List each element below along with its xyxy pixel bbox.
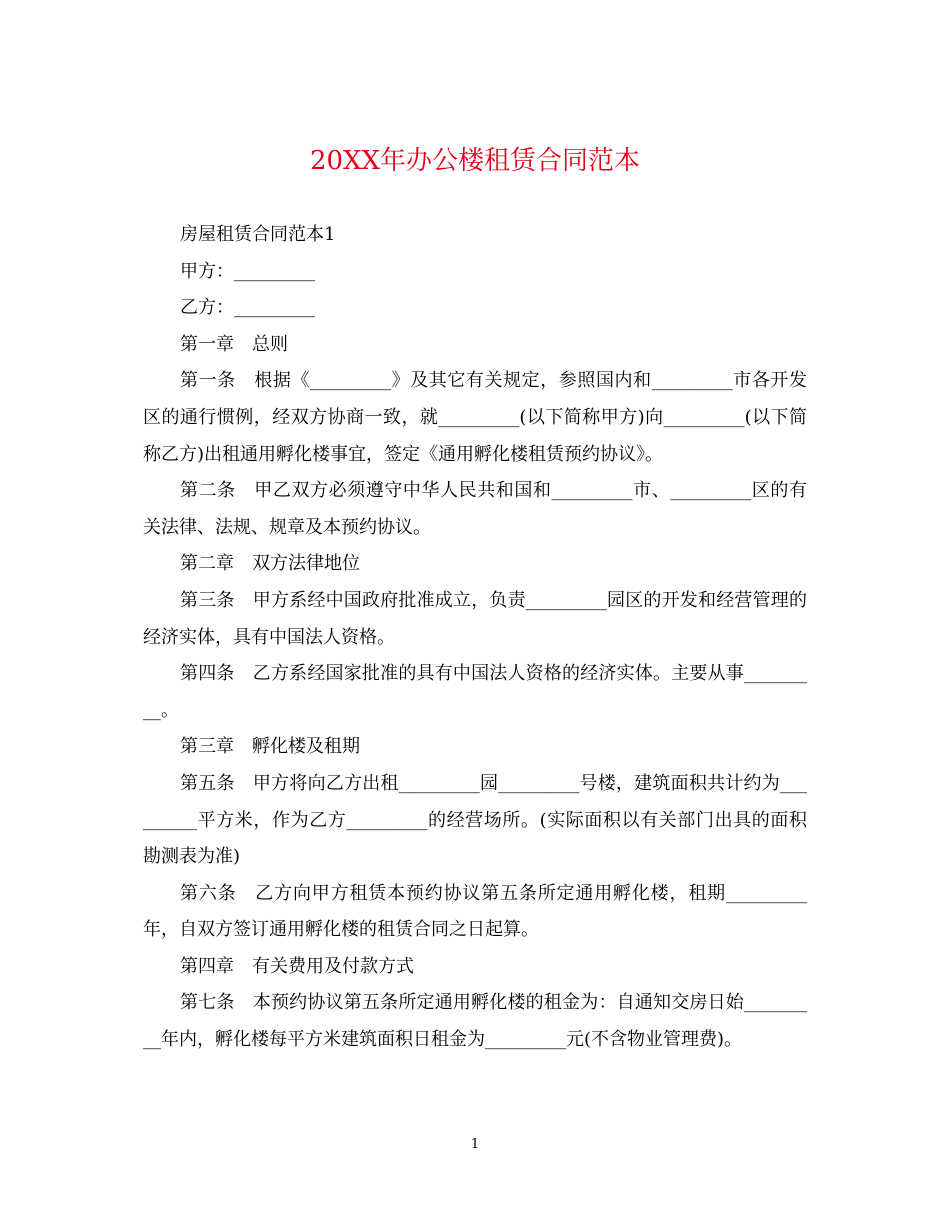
article-4: 第四条 乙方系经国家批准的具有中国法人资格的经济实体。主要从事_________。 — [143, 663, 807, 721]
article-5: 第五条 甲方将向乙方出租_________园_________号楼，建筑面积共计约为_________平方米，作为乙方_________的经营场所。(实际面积以有关部门出具的面积勘测表为准) — [143, 772, 807, 868]
article-2: 第二条 甲乙双方必须遵守中华人民共和国和_________市、_________区的有关法律、法规、规章及本预约协议。 — [143, 480, 807, 538]
article-3: 第三条 甲方系经中国政府批准成立，负责_________园区的开发和经营管理的经济实体，具有中国法人资格。 — [143, 589, 807, 648]
document-body — [143, 217, 807, 1059]
article-7: 第七条 本预约协议第五条所定通用孵化楼的租金为：自通知交房日始_________年内，孵化楼每平方米建筑面积日租金为_________元(不含物业管理费)。 — [143, 992, 807, 1051]
article-1: 第一条 根据《_________》及其它有关规定，参照国内和_________市各开发区的通行惯例，经双方协商一致，就_________(以下简称甲方)向_________(以下简称乙方)出租通用孵化楼事宜，签定《通用孵化楼租赁预约协议》。 — [143, 370, 807, 465]
paragraph-party-a: 甲方：_________ — [180, 260, 315, 282]
chapter-4-heading: 第四章 有关费用及付款方式 — [180, 955, 414, 977]
page-number: 1 — [470, 1137, 480, 1152]
paragraph-subtitle: 房屋租赁合同范本1 — [180, 224, 336, 245]
chapter-3-heading: 第三章 孵化楼及租期 — [180, 736, 360, 758]
chapter-1-heading: 第一章 总则 — [180, 333, 288, 355]
paragraph-party-b: 乙方：_________ — [180, 297, 315, 319]
document-title: 20XX年办公楼租赁合同范本 — [309, 146, 641, 176]
chapter-2-heading: 第二章 双方法律地位 — [180, 553, 360, 575]
article-6: 第六条 乙方向甲方租赁本预约协议第五条所定通用孵化楼，租期_________年，自双方签订通用孵化楼的租赁合同之日起算。 — [143, 882, 807, 941]
